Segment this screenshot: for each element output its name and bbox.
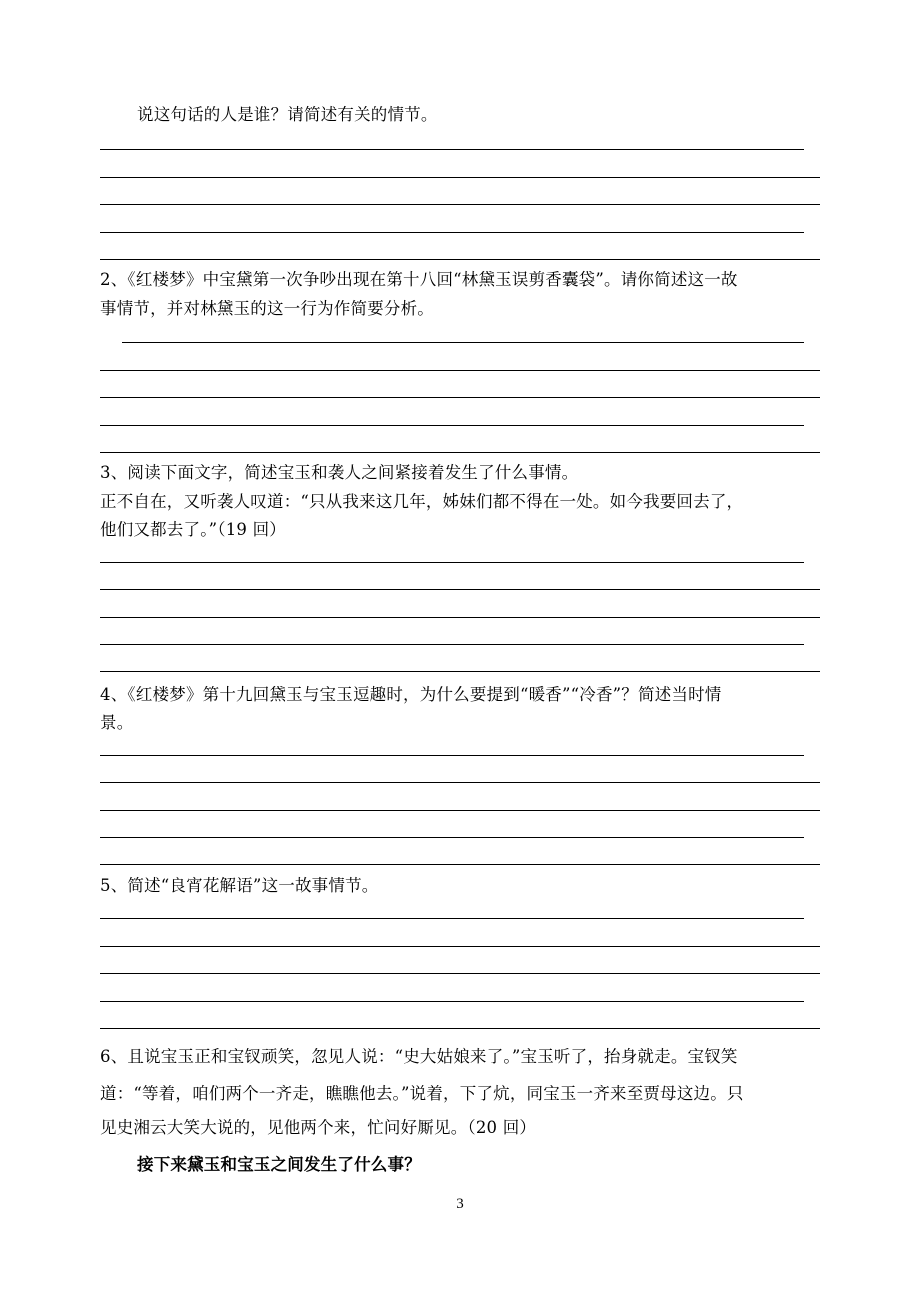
question-2-line-2: 事情节，并对林黛玉的这一行为作简要分析。 <box>100 299 434 318</box>
answer-line <box>100 370 820 371</box>
question-6-line-3: 见史湘云大笑大说的，见他两个来，忙问好厮见。（20 回） <box>100 1118 537 1137</box>
answer-line <box>100 452 820 453</box>
question-6-line-1: 6、且说宝玉正和宝钗顽笑，忽见人说：“史大姑娘来了。”宝玉听了，抬身就走。宝钗笑 <box>100 1047 738 1066</box>
question-2-line-1: 2、《红楼梦》中宝黛第一次争吵出现在第十八回“林黛玉误剪香囊袋”。请你简述这一故 <box>100 270 738 289</box>
answer-line <box>100 973 820 974</box>
answer-line <box>100 232 804 233</box>
answer-line <box>100 755 804 756</box>
answer-line <box>100 1028 820 1029</box>
answer-line <box>100 589 820 590</box>
answer-line <box>100 617 820 618</box>
answer-line <box>122 342 804 343</box>
answer-line <box>100 864 820 865</box>
answer-line <box>100 810 820 811</box>
answer-line <box>100 259 820 260</box>
answer-line <box>100 837 804 838</box>
answer-line <box>100 149 804 150</box>
answer-line <box>100 397 820 398</box>
answer-line <box>100 671 820 672</box>
question-6-prompt: 接下来黛玉和宝玉之间发生了什么事？ <box>137 1155 421 1174</box>
answer-line <box>100 1001 804 1002</box>
answer-line <box>100 946 820 947</box>
answer-line <box>100 782 820 783</box>
answer-line <box>100 177 820 178</box>
answer-line <box>100 644 804 645</box>
answer-line <box>100 562 804 563</box>
intro-prompt: 说这句话的人是谁？请简述有关的情节。 <box>137 105 438 124</box>
answer-line <box>100 204 820 205</box>
question-4-line-2: 景。 <box>100 713 134 732</box>
page-number: 3 <box>456 1196 464 1212</box>
question-6-line-2: 道：“等着，咱们两个一齐走，瞧瞧他去。”说着，下了炕，同宝玉一齐来至贾母这边。只 <box>100 1084 744 1103</box>
answer-line <box>100 918 804 919</box>
question-3-line-1: 3、阅读下面文字，简述宝玉和袭人之间紧接着发生了什么事情。 <box>100 463 579 482</box>
question-5-line-1: 5、简述“良宵花解语”这一故事情节。 <box>100 876 379 895</box>
answer-line <box>100 425 804 426</box>
question-3-passage-line-2: 他们又都去了。”（19 回） <box>100 520 286 539</box>
question-3-passage-line-1: 正不自在，又听袭人叹道：“只从我来这几年，姊妹们都不得在一处。如今我要回去了， <box>100 492 744 511</box>
question-4-line-1: 4、《红楼梦》第十九回黛玉与宝玉逗趣时，为什么要提到“暖香”“冷香”？简述当时情 <box>100 685 722 704</box>
